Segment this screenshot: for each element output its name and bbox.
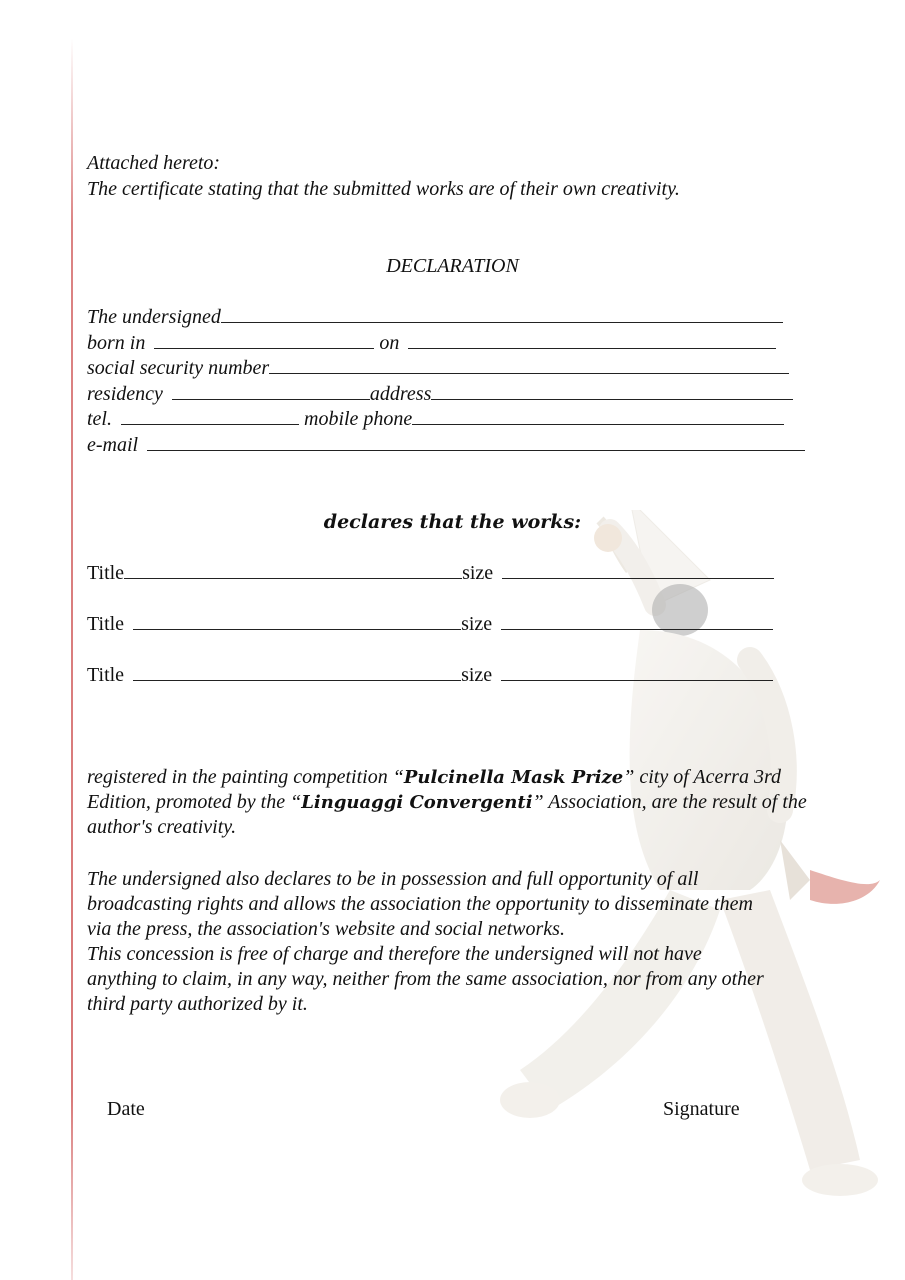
declaration-title: DECLARATION (386, 255, 519, 277)
work-size-label: size (461, 613, 493, 635)
work-title-field-3[interactable] (133, 663, 461, 681)
attached-heading: Attached hereto: (87, 152, 221, 174)
registered-paragraph (87, 765, 827, 840)
work-title-label: Title (87, 562, 125, 584)
registered-line-1-pre: registered in the painting competition “ (87, 766, 404, 788)
registered-line-1 (87, 765, 827, 790)
address-field[interactable] (431, 382, 793, 400)
margin-rule (71, 38, 73, 1280)
work-title-label: Title (87, 613, 125, 635)
born-row (87, 331, 776, 356)
ssn-field[interactable] (269, 356, 789, 374)
work-title-label: Title (87, 664, 125, 686)
tel-field[interactable] (121, 407, 299, 425)
registered-line-2 (87, 790, 827, 815)
ssn-label: social security number (87, 357, 270, 379)
work-row-3 (87, 663, 773, 688)
rights-line: The undersigned also declares to be in possession and full opportunity of all (87, 868, 699, 890)
tel-label: tel. (87, 408, 112, 430)
work-title-field-1[interactable] (124, 561, 462, 579)
born-in-field[interactable] (154, 331, 374, 349)
work-size-field-1[interactable] (502, 561, 774, 579)
residency-field[interactable] (172, 382, 370, 400)
work-size-field-2[interactable] (501, 612, 773, 630)
born-on-field[interactable] (408, 331, 776, 349)
rights-line: third party authorized by it. (87, 993, 308, 1015)
rights-line: This concession is free of charge and therefore the undersigned will not have (87, 943, 702, 965)
prize-name: Pulcinella Mask Prize (403, 767, 624, 788)
work-row-2 (87, 612, 773, 637)
undersigned-row (87, 305, 783, 330)
date-label: Date (107, 1098, 145, 1120)
work-row-1 (87, 561, 774, 586)
tel-row (87, 407, 784, 432)
born-in-label: born in (87, 332, 146, 354)
ssn-row (87, 356, 789, 381)
undersigned-field[interactable] (221, 305, 783, 323)
registered-line-1-post: ” city of Acerra 3rd (623, 766, 781, 788)
signature-label: Signature (663, 1098, 740, 1120)
rights-paragraph (87, 867, 827, 1017)
email-row (87, 433, 805, 458)
registered-line-2-pre: Edition, promoted by the “ (87, 791, 302, 813)
rights-line: via the press, the association's website and social networks. (87, 918, 565, 940)
work-title-field-2[interactable] (133, 612, 461, 630)
email-label: e-mail (87, 434, 139, 456)
association-name: Linguaggi Convergenti (301, 792, 533, 813)
address-label: address (369, 383, 432, 405)
attached-line: The certificate stating that the submitted works are of their own creativity. (87, 178, 680, 200)
mobile-field[interactable] (412, 407, 784, 425)
work-size-label: size (462, 562, 494, 584)
declares-heading: declares that the works: (323, 511, 582, 533)
undersigned-label: The undersigned (87, 306, 221, 328)
email-field[interactable] (147, 433, 805, 451)
rights-line: anything to claim, in any way, neither from the same association, nor from any other (87, 968, 764, 990)
rights-line: broadcasting rights and allows the association the opportunity to disseminate them (87, 893, 753, 915)
residency-row (87, 382, 793, 407)
registered-line-2-post: ” Association, are the result of the (532, 791, 807, 813)
mobile-label: mobile phone (304, 408, 413, 430)
work-size-label: size (461, 664, 493, 686)
work-size-field-3[interactable] (501, 663, 773, 681)
on-label: on (379, 332, 400, 354)
residency-label: residency (87, 383, 163, 405)
registered-line-3: author's creativity. (87, 816, 237, 838)
